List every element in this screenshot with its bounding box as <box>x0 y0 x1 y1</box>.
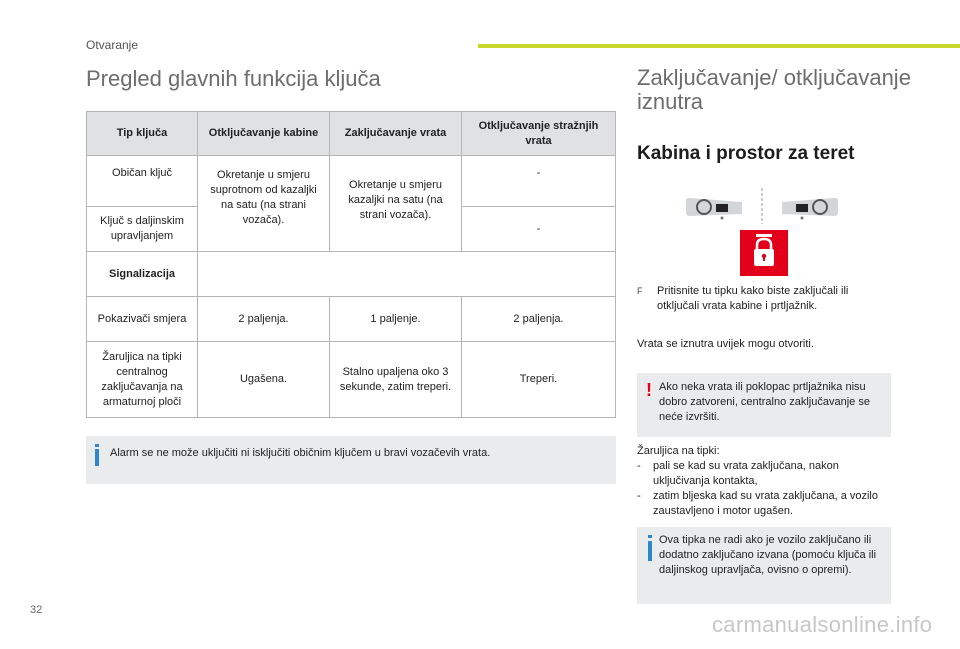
list-dash: - <box>637 460 641 472</box>
info-text: Ova tipka ne radi ako je vozilo zaključano ili dodatno zaključano izvana (pomoću ključa ili daljinskog upravljača, ovisno o opremi). <box>659 534 877 576</box>
table-cell: - <box>462 207 616 252</box>
list-item-text: pali se kad su vrata zaključana, nakon uključivanja kontakta, <box>653 460 839 487</box>
list-item <box>637 459 891 489</box>
table-cell: Okretanje u smjeru kazaljki na satu (na strani vozača). <box>330 156 462 252</box>
key-functions-table <box>86 111 616 418</box>
page-title: Pregled glavnih funkcija ključa <box>86 66 381 91</box>
warning-box <box>637 373 891 437</box>
alarm-note <box>86 436 616 484</box>
table-cell: Ugašena. <box>198 342 330 418</box>
alarm-note-text: Alarm se ne može uključiti ni isključiti običnim ključem u bravi vozačevih vrata. <box>110 447 491 459</box>
table-cell: 1 paljenje. <box>330 297 462 342</box>
info-icon <box>646 535 654 561</box>
table-header: Tip ključa <box>87 112 198 156</box>
table-cell: - <box>462 156 616 207</box>
lamp-list <box>637 444 891 519</box>
list-item <box>637 489 891 519</box>
lamp-intro: Žaruljica na tipki: <box>637 445 720 457</box>
warning-text: Ako neka vrata ili poklopac prtljažnika nisu dobro zatvoreni, centralno zaključavanje se neće izvršiti. <box>659 381 870 423</box>
table-cell: Žaruljica na tipki centralnog zaključavanja na armaturnoj ploči <box>87 342 198 418</box>
table-header: Zaključavanje vrata <box>330 112 462 156</box>
table-cell: Treperi. <box>462 342 616 418</box>
press-instruction <box>637 284 887 314</box>
table-cell: Stalno upaljena oko 3 sekunde, zatim treperi. <box>330 342 462 418</box>
section-title: Zaključavanje/ otključavanje iznutra <box>637 65 911 114</box>
section-label: Otvaranje <box>86 38 139 52</box>
warning-icon: ! <box>646 380 652 400</box>
info-icon <box>92 444 102 466</box>
table-header: Otključavanje kabine <box>198 112 330 156</box>
table-cell: Signalizacija <box>87 252 198 297</box>
section-subtitle: Kabina i prostor za teret <box>637 143 855 164</box>
press-instruction-text: Pritisnite tu tipku kako biste zaključali ili otključali vrata kabine i prtljažnik. <box>657 285 849 312</box>
page-number: 32 <box>30 604 43 616</box>
table-row <box>87 156 616 207</box>
list-dash: - <box>637 490 641 502</box>
table-cell: Ključ s daljinskim upravljanjem <box>87 207 198 252</box>
accent-bar <box>478 44 960 48</box>
table-row <box>87 342 616 418</box>
table-cell: Pokazivači smjera <box>87 297 198 342</box>
info-box <box>637 527 891 604</box>
table-row <box>87 252 616 297</box>
table-header: Otključavanje stražnjih vrata <box>462 112 616 156</box>
lock-button-illustration <box>684 186 840 276</box>
inside-open-text: Vrata se iznutra uvijek mogu otvoriti. <box>637 338 814 350</box>
table-header-row <box>87 112 616 156</box>
table-row <box>87 297 616 342</box>
table-cell <box>198 252 616 297</box>
table-cell: 2 paljenja. <box>198 297 330 342</box>
table-cell: Okretanje u smjeru suprotnom od kazaljki na satu (na strani vozača). <box>198 156 330 252</box>
table-cell: 2 paljenja. <box>462 297 616 342</box>
bullet-marker: F <box>637 286 643 296</box>
table-cell: Običan ključ <box>87 156 198 207</box>
watermark: carmanualsonline.info <box>712 612 933 637</box>
list-item-text: zatim bljeska kad su vrata zaključana, a vozilo zaustavljeno i motor ugašen. <box>653 490 878 517</box>
